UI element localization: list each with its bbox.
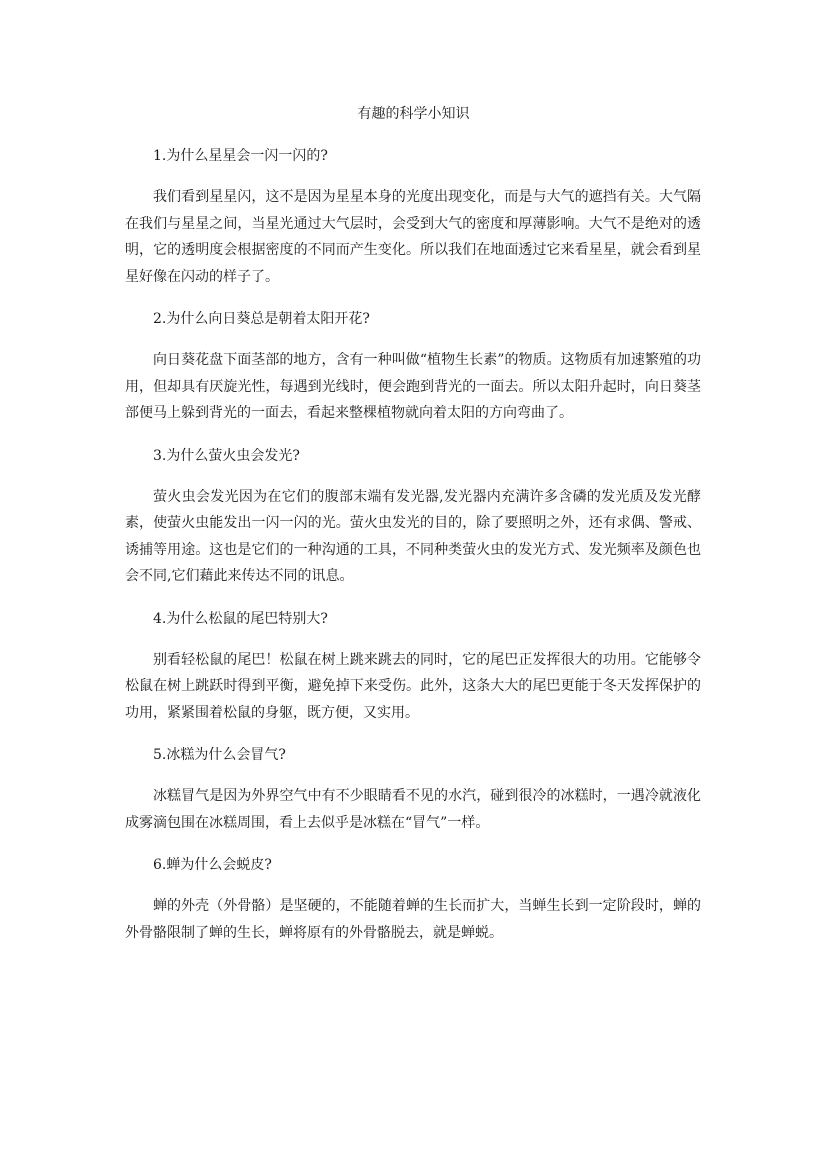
section-6 (125, 855, 701, 946)
question-heading: 2.为什么向日葵总是朝着太阳开花? (153, 311, 370, 327)
page-title: 有趣的科学小知识 (357, 106, 470, 122)
section-5 (125, 745, 701, 836)
answer-paragraph: 冰糕冒气是因为外界空气中有不少眼睛看不见的水汽，碰到很冷的冰糕时，一遇冷就液化成雾滴包围在冰糕周围，看上去似乎是冰糕在“冒气”一样。 (125, 788, 701, 831)
question-heading: 6.蝉为什么会蜕皮? (153, 857, 272, 873)
question-heading: 1.为什么星星会一闪一闪的? (153, 148, 328, 164)
question-heading: 3.为什么萤火虫会发光? (153, 447, 300, 464)
article-body (125, 146, 701, 965)
answer-paragraph: 我们看到星星闪，这不是因为星星本身的光度出现变化，而是与大气的遮挡有关。大气隔在我们与星星之间，当星光通过大气层时，会受到大气的密度和厚薄影响。大气不是绝对的透明，它的透明度会根据密度的不同而产生变化。所以我们在地面透过它来看星星，就会看到星星好像在闪动的样子了。 (125, 189, 701, 285)
answer-paragraph: 萤火虫会发光因为在它们的腹部末端有发光器,发光器内充满许多含磷的发光质及发光酵素，使萤火虫能发出一闪一闪的光。萤火虫发光的目的，除了要照明之外，还有求偶、警戒、诱捕等用途。这也是它们的一种沟通的工具，不同种类萤火虫的发光方式、发光频率及颜色也会不同,它们藉此来传达不同的讯息。 (125, 488, 701, 584)
answer-paragraph: 蝉的外壳（外骨骼）是坚硬的，不能随着蝉的生长而扩大，当蝉生长到一定阶段时，蝉的外骨骼限制了蝉的生长，蝉将原有的外骨骼脱去，就是蝉蜕。 (125, 898, 701, 941)
section-1 (125, 146, 701, 290)
section-4 (125, 609, 701, 727)
question-heading: 4.为什么松鼠的尾巴特别大? (153, 610, 328, 627)
section-3 (125, 446, 701, 590)
answer-paragraph: 向日葵花盘下面茎部的地方，含有一种叫做“植物生长素”的物质。这物质有加速繁殖的功用，但却具有厌旋光性，每遇到光线时，便会跑到背光的一面去。所以太阳升起时，向日葵茎部便马上躲到背光的一面去，看起来整棵植物就向着太阳的方向弯曲了。 (125, 352, 701, 421)
question-heading: 5.冰糕为什么会冒气? (153, 747, 286, 763)
section-2 (125, 309, 701, 427)
answer-paragraph: 别看轻松鼠的尾巴！松鼠在树上跳来跳去的同时，它的尾巴正发挥很大的功用。它能够令松鼠在树上跳跃时得到平衡，避免掉下来受伤。此外，这条大大的尾巴更能于冬天发挥保护的功用，紧紧围着松鼠的身躯，既方便，又实用。 (125, 651, 701, 721)
